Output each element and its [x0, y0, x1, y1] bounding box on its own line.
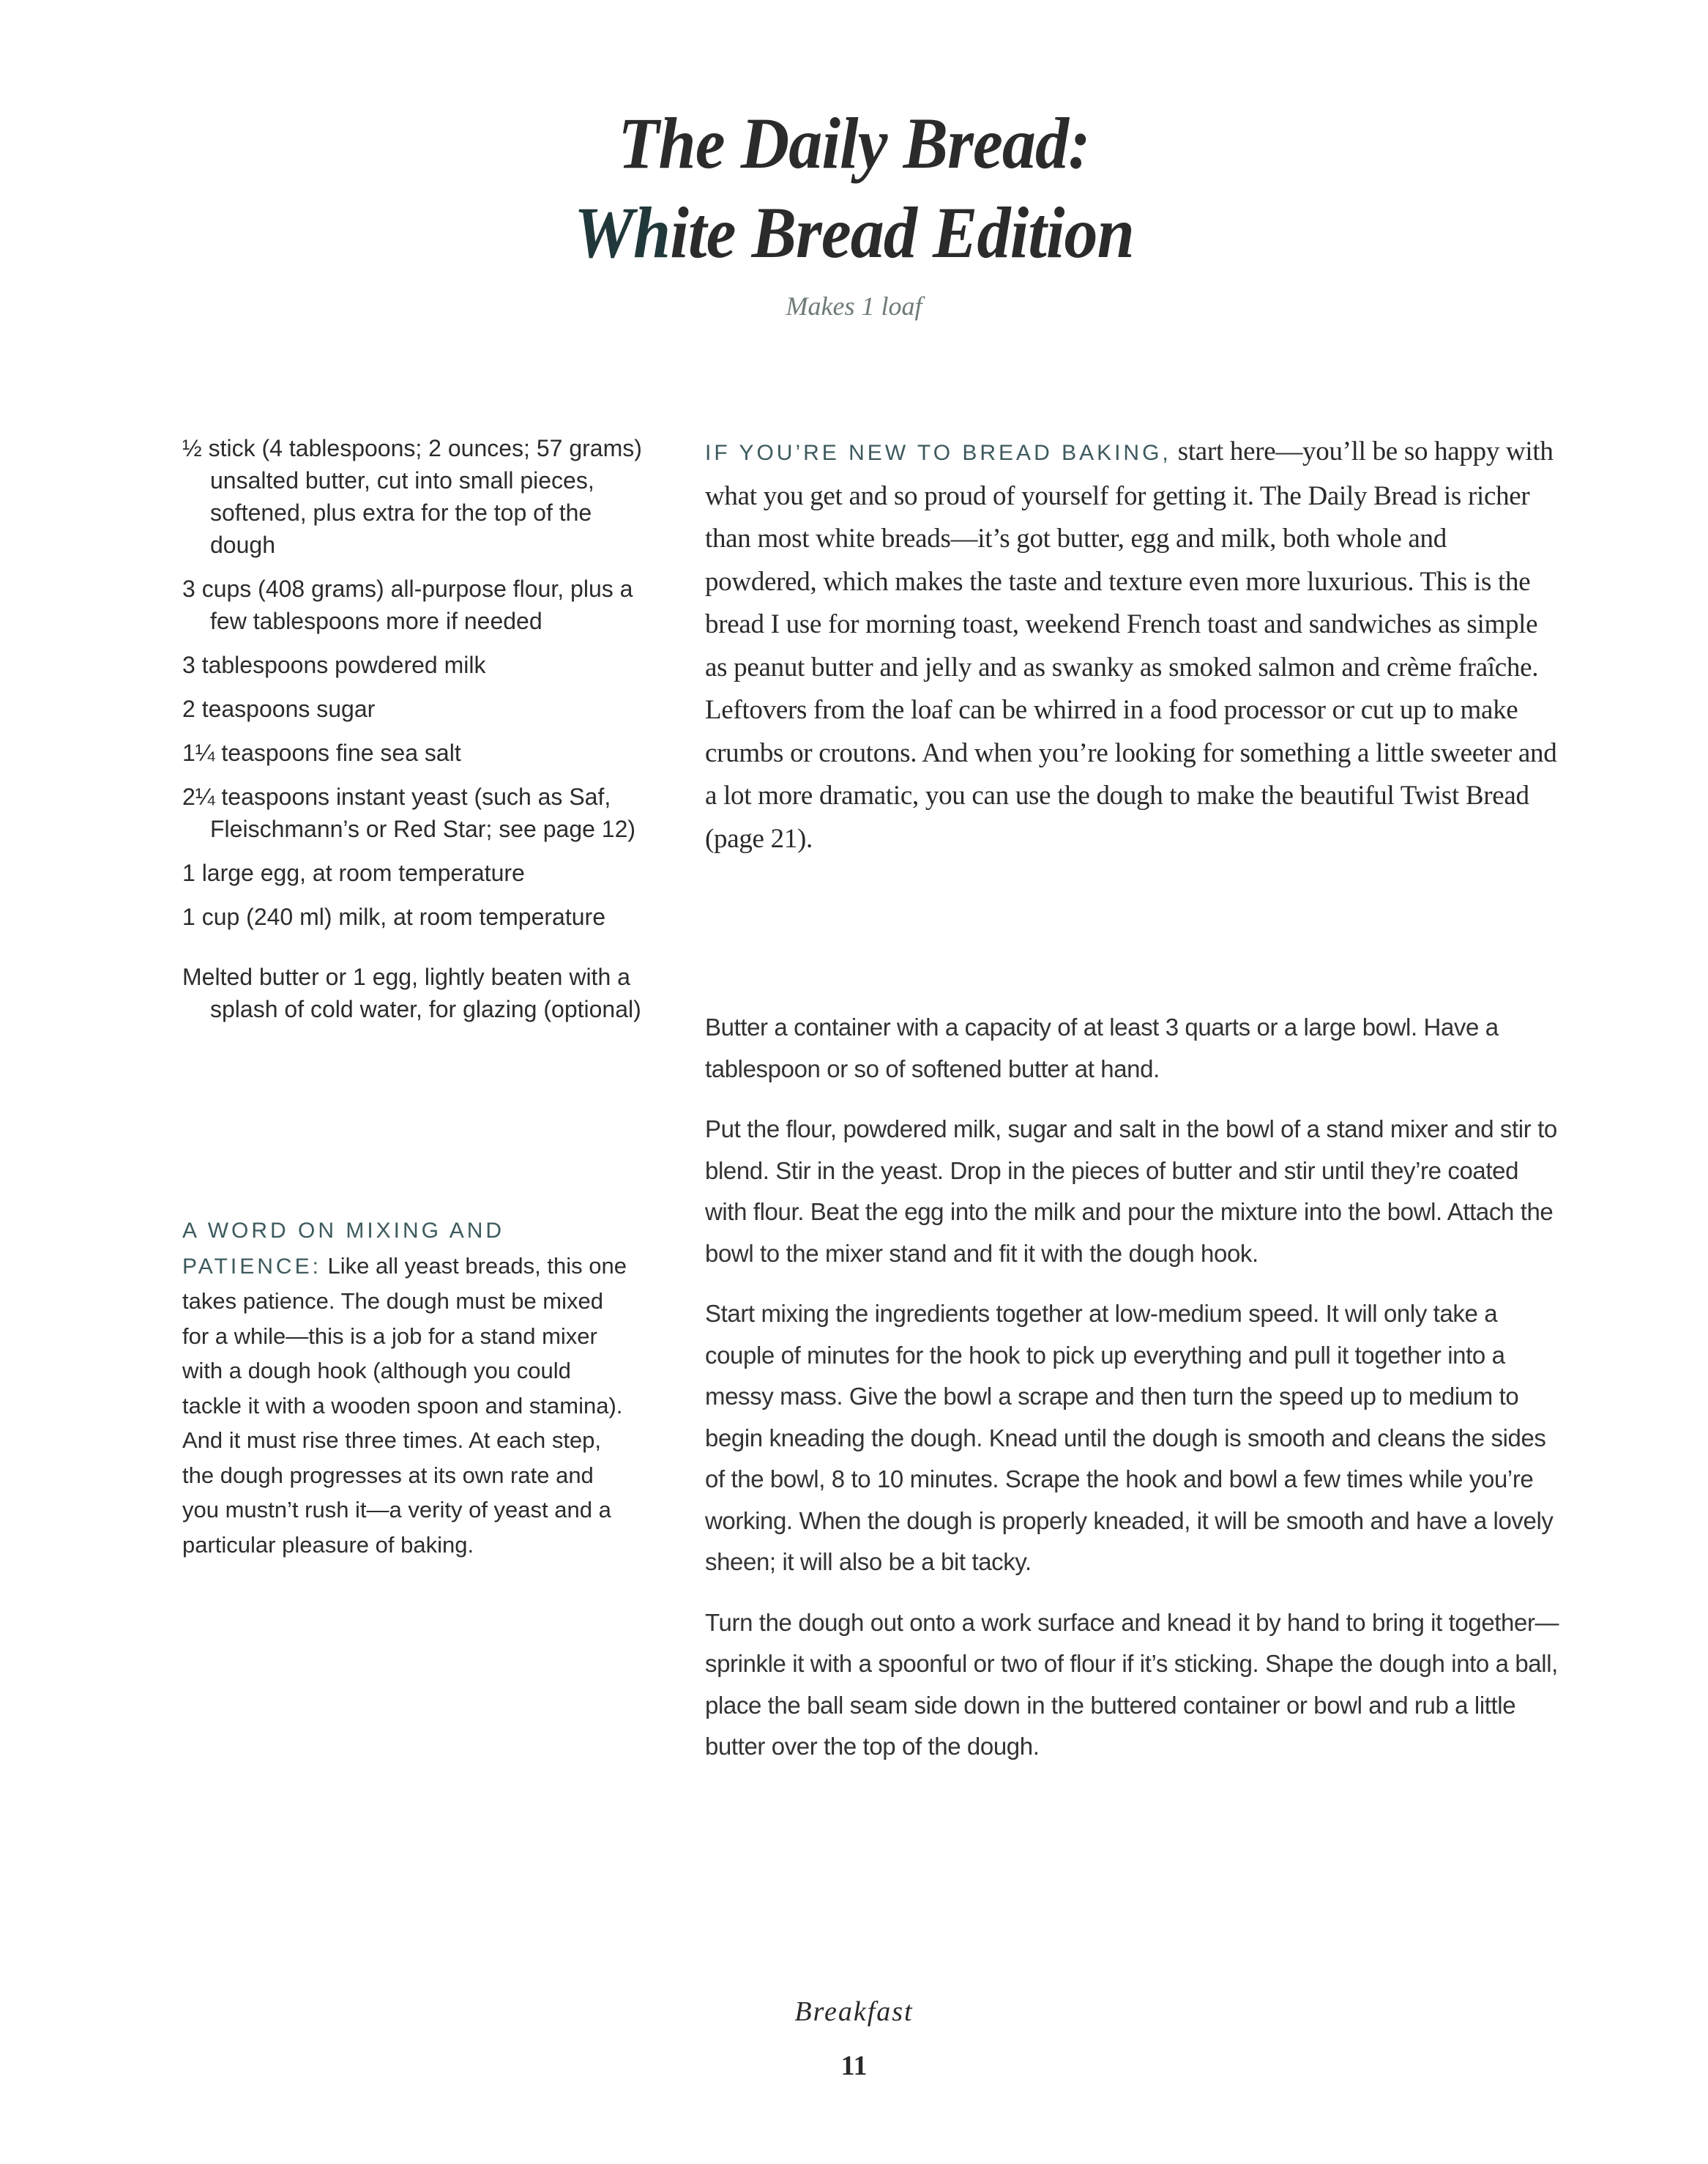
method-paragraph: Butter a container with a capacity of at least 3 quarts or a large bowl. Have a tablespoon or so of softened butter at hand. — [705, 1014, 1499, 1082]
ingredient-item: 3 tablespoons powdered milk — [182, 652, 486, 678]
ingredient-item: 2¼ teaspoons instant yeast (such as Saf, Fleischmann’s or Red Star; see page 12) — [182, 784, 636, 842]
ingredient-item: 1¼ teaspoons fine sea salt — [182, 740, 461, 766]
recipe-title-line-2 — [68, 188, 1639, 278]
page-number: 11 — [840, 2050, 868, 2081]
title-rest: ite Bread Edition — [670, 192, 1134, 273]
title-accent-letters: Wh — [574, 192, 671, 273]
method-paragraph: Turn the dough out onto a work surface and knead it by hand to bring it together—sprinkle it with a spoonful or two of flour if it’s sticking. Shape the dough into a ball, place the ball seam side down in the buttered container or bowl and rub a little butter over the top of the dough. — [705, 1608, 1559, 1760]
recipe-title-line-1: The Daily Bread: — [618, 103, 1090, 184]
recipe-header — [0, 99, 1708, 321]
ingredient-item: ½ stick (4 tablespoons; 2 ounces; 57 grams) unsalted butter, cut into small pieces, softened, plus extra for the top of the dough — [182, 435, 642, 558]
recipe-yield: Makes 1 loaf — [786, 291, 922, 321]
sidebar-note-label: A WORD ON MIXING AND PATIENCE: — [182, 1219, 505, 1279]
method-paragraph: Put the flour, powdered milk, sugar and salt in the bowl of a stand mixer and stir to blend. Stir in the yeast. Drop in the pieces of butter and stir until they’re coated with flour. Beat the egg into the milk and pour the mixture into the bowl. Attach the bowl to the mixer stand and fit it with the dough hook. — [705, 1115, 1557, 1267]
sidebar-note-text: Like all yeast breads, this one takes patience. The dough must be mixed for a while—this is a job for a stand mixer with a dough hook (although you could tackle it with a wooden spoon and stamina). And it must rise three times. At each step, the dough progresses at its own rate and you mustn’t rush it—a verity of yeast and a particular pleasure of baking. — [182, 1252, 627, 1558]
intro-lead-in: IF YOU’RE NEW TO BREAD BAKING, — [705, 441, 1171, 465]
section-name: Breakfast — [794, 1996, 914, 2027]
ingredient-item: 1 cup (240 ml) milk, at room temperature — [182, 904, 605, 930]
intro-text: start here—you’ll be so happy with what you get and so proud of yourself for getting it. The Daily Bread is richer than most white breads—it’s got butter, egg and milk, both whole and powdered, which makes the taste and texture even more luxurious. This is the bread I use for morning toast, weekend French toast and sandwiches as simple as peanut butter and jelly and as swanky as smoked salmon and crème fraîche. Leftovers from the loaf can be whirred in a food processor or cut up to make crumbs or croutons. And when you’re looking for something a little sweeter and a lot more dramatic, you can use the dough to make the beautiful Twist Bread (page 21). — [705, 436, 1557, 854]
ingredient-item: 2 teaspoons sugar — [182, 696, 376, 722]
ingredient-item: 1 large egg, at room temperature — [182, 860, 525, 886]
sidebar-note — [182, 1213, 629, 1562]
ingredient-item-optional-glaze: Melted butter or 1 egg, lightly beaten with a splash of cold water, for glazing (optional) — [182, 964, 641, 1022]
ingredient-list — [182, 432, 651, 1037]
ingredient-item: 3 cups (408 grams) all-purpose flour, plus a few tablespoons more if needed — [182, 576, 633, 634]
method-steps — [705, 1007, 1562, 1787]
recipe-intro — [705, 431, 1562, 860]
page-footer — [0, 1996, 1708, 2082]
method-paragraph: Start mixing the ingredients together at low-medium speed. It will only take a couple of minutes for the hook to pick up everything and pull it together into a messy mass. Give the bowl a scrape and then turn the speed up to medium to begin kneading the dough. Knead until the dough is smooth and cleans the sides of the bowl, 8 to 10 minutes. Scrape the hook and bowl a few times while you’re working. When the dough is properly kneaded, it will be smooth and have a lovely sheen; it will also be a bit tacky. — [705, 1300, 1554, 1575]
